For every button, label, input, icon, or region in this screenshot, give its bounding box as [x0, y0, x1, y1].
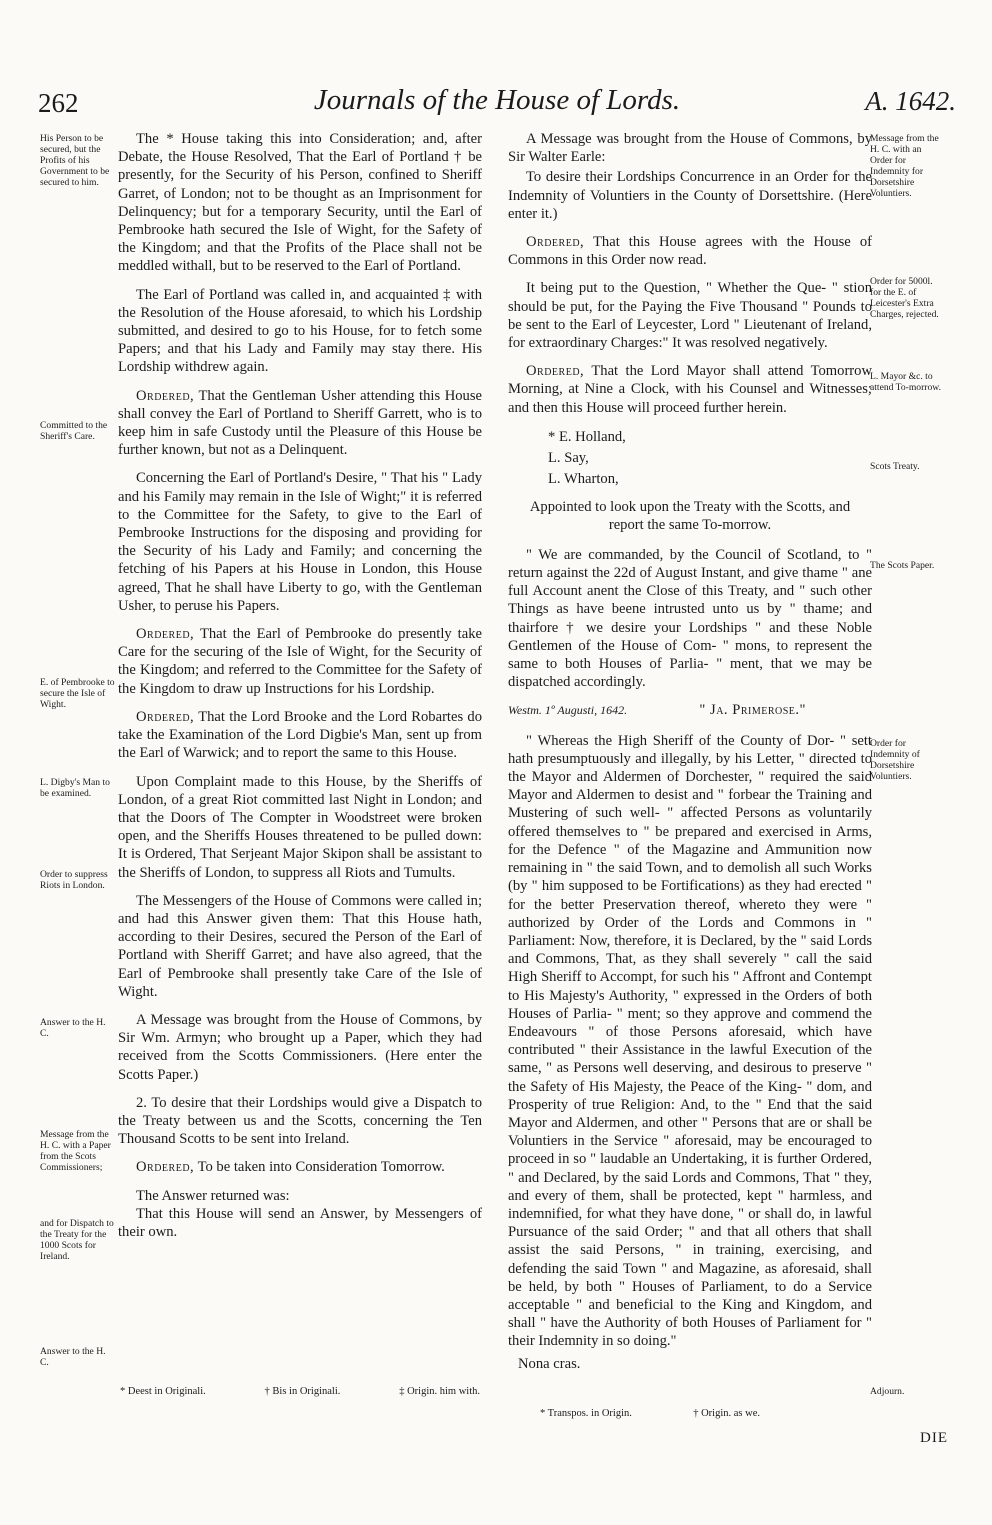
margin-note: Order to suppress Riots in London.: [40, 869, 108, 891]
paragraph: [118, 1158, 482, 1176]
paragraph-text: That the Lord Mayor shall attend Tomorrow Morning, at Nine a Clock, with his Counsel and Witnesses; and then this House will proceed further herein.: [508, 363, 873, 416]
paragraph: Upon Complaint made to this House, by the Sheriffs of London, of a great Riot committed last Night in London; and that the Doors of The Compter in Woodstreet were broken open, and the Sheriffs Houses threatened to be pulled down: It is Ordered, That Serjeant Major Skipon shall be assistant to the Sheriffs of London, to suppress all Riots and Tumults.: [118, 773, 482, 881]
footnote: * Deest in Originali.: [120, 1386, 206, 1397]
paragraph: [118, 387, 482, 460]
paragraph: [508, 233, 872, 269]
signatory: * E. Holland,: [548, 428, 626, 445]
paragraph: The Earl of Portland was called in, and acquainted ‡ with the Resolution of the House aforesaid, to which his Lordship submitted, and desired to go to his House, for to fetch some Papers; and that his Lady and Family may stay there. His Lordship withdrew again.: [118, 286, 482, 376]
ordered-label: Ordered,: [526, 363, 585, 380]
paragraph: [118, 625, 482, 698]
margin-note: Adjourn.: [870, 1386, 905, 1397]
nona-cras: Nona cras.: [518, 1355, 581, 1372]
ordered-label: Ordered,: [136, 1159, 195, 1176]
footnote: ‡ Origin. him with.: [399, 1386, 480, 1397]
paragraph-text: That the Gentleman Usher attending this House shall convey the Earl of Portland to Sheriff Garrett, who is to keep him in safe Custody until the Pleasure of this House be further known, but not as a Delinquent.: [118, 387, 482, 459]
footnote: * Transpos. in Origin.: [540, 1408, 632, 1419]
appointed-text: Appointed to look upon the Treaty with the Scotts, and report the same To-morrow.: [529, 498, 851, 533]
running-title: Journals of the House of Lords.: [313, 84, 681, 116]
paragraph-text: To be taken into Consideration Tomorrow.: [197, 1159, 445, 1176]
margin-note: Scots Treaty.: [870, 461, 920, 472]
signer: " Ja. Primerose.": [699, 702, 806, 719]
margin-note: and for Dispatch to the Treaty for the 1000 Scots for Ireland.: [40, 1218, 114, 1262]
right-column: [508, 130, 872, 1375]
margin-note: Order for 5000l. for the E. of Leicester's Extra Charges, rejected.: [870, 276, 939, 320]
page-year: A. 1642.: [865, 86, 956, 116]
margin-note: E. of Pembrooke to secure the Isle of Wight.: [40, 677, 115, 710]
footnotes-right: [540, 1408, 760, 1419]
signatory: L. Say,: [548, 449, 589, 466]
ordered-label: Ordered,: [526, 234, 585, 251]
margin-note: Message from the H. C. with an Order for Indemnity for Dorsetshire Voluntiers.: [870, 133, 939, 199]
scots-paper: " We are commanded, by the Council of Scotland, to " return against the 22d of August Instant, and give thame " ane full Account anent the Close of this Treaty, and " such other Things as have beene intrusted unto us by " thame; and thairfore † we desire your Lordships " and these Noble Gentlemen of the House of Com- " mons, to represent the same to both Houses of Parlia- " ment, that we may be dispatched accordingly.: [508, 546, 872, 691]
paragraph: The Answer returned was:: [136, 1187, 290, 1204]
signatory: L. Wharton,: [548, 470, 619, 487]
page-header: [38, 82, 956, 122]
ordered-label: Ordered,: [136, 387, 195, 404]
page-number: 262: [38, 88, 79, 118]
paragraph: A Message was brought from the House of Commons, by Sir Wm. Armyn; who brought up a Paper, which they had received from the Scotts Commissioners. (Here enter the Scotts Paper.): [118, 1011, 482, 1083]
paper-date: Westm. 1º Augusti, 1642.: [508, 703, 628, 718]
margin-note: The Scots Paper.: [870, 560, 935, 571]
paragraph: The Messengers of the House of Commons were called in; and had this Answer given them: That this House hath, according to their Desires, secured the Person of the Earl of Portland with Sheriff Garret; and have also agreed, that the Earl of Pembrooke shall presently take Care of the Isle of Wight.: [118, 892, 482, 1000]
paragraph: A Message was brought from the House of Commons, by Sir Walter Earle:: [508, 131, 872, 166]
paragraph: The * House taking this into Consideration; and, after Debate, the House Resolved, That the Earl of Portland † be presently, for the Security of his Person, confined to Sheriff Garret, of London; not to be thought as an Imprisonment for Delinquency; but for a temporary Security, until the Earl of Pembrooke hath secured the Isle of Wight, for the Safety of the Kingdom; and that the Profits of the Place shall not be meddled withall, but to be reserved to the Earl of Portland.: [118, 131, 482, 275]
footnote: † Bis in Originali.: [264, 1386, 341, 1397]
paragraph: 2. To desire that their Lordships would give a Dispatch to the Treaty between us and the Scotts, concerning the Ten Thousand Scotts to be sent into Ireland.: [118, 1094, 482, 1148]
paragraph: [508, 362, 872, 417]
paragraph: That this House will send an Answer, by Messengers of their own.: [118, 1205, 482, 1240]
footnote: † Origin. as we.: [693, 1408, 760, 1419]
signature-line: [508, 701, 872, 719]
ordered-label: Ordered,: [136, 626, 195, 643]
margin-note: L. Mayor &c. to attend To-morrow.: [870, 371, 941, 393]
paragraph: [118, 708, 482, 763]
paragraph-text: That the Lord Brooke and the Lord Robartes do take the Examination of the Lord Digbie's Man, sent up from the Earl of Warwick; and to report the same to this House.: [118, 708, 483, 762]
margin-note: L. Digby's Man to be examined.: [40, 777, 110, 799]
paragraph-text: That the Earl of Pembrooke do presently take Care for the securing of the Isle of Wight, for the Security of the Kingdom; and referred to the Committee for the Safety of the Kingdom to draw up Instructions for his Lordship.: [118, 626, 482, 697]
margin-note: Answer to the H. C.: [40, 1017, 106, 1039]
margin-note: Order for Indemnity of Dorsetshire Voluntiers.: [870, 738, 920, 782]
margin-note: His Person to be secured, but the Profits of his Government to be secured to him.: [40, 133, 110, 188]
paragraph: It being put to the Question, " Whether the Que- " stion should be put, for the Paying the Five Thousand " Pounds to be sent to the Earl of Leycester, Lord " Lieutenant of Ireland, for extraordinary Charges:" It was resolved negatively.: [508, 280, 872, 352]
indemnity-order: " Whereas the High Sheriff of the County of Dor- " sett hath presumptuously and illegally, by his Letter, " directed to the Mayor and Aldermen of Dorchester, " required the said Mayor and Aldermen to desist and " forbear the Training and Mustering of such well- " affected Persons as voluntarily offered themselves to " be prepared and exercised in Arms, for the Defence " of the Magazine and Ammunition now remaining in " the said Town, and to demolish all such Works (by " him supposed to be Fortifications) as they had erected " for the better Preservation thereof, whereto they were " authorized by Order of the Lords and Commons in " Parliament: Now, therefore, it is Declared, by the " said Lords and Commons, That, as they shall severely " call the said High Sheriff to Accompt, for such his " Affront and Contempt to His Majesty's Authority, " expressed in the Orders of both Houses of Parlia- " ment; so they approve and commend the Endeavours " of those Persons aforesaid, which have contributed " their Assistance in the lawful Execution of the same, " as Persons well deserving, and desirous to preserve " the Safety of His Majesty, the Peace of the King- " dom, and Prosperity of true Religion: And, to the " End that the said Mayor and Aldermen, and other " Persons that are or shall be Voluntiers in the Service " aforesaid, may be encouraged to proceed in so " laudable an Undertaking, it is further Ordered, " and Declared, by the said Lords and Commons, That " they, and every of them, shall be protected, kept " harmless, and indemnified, for what they have done, " or shall do, in lawful Pursuance of the said Order; " and that all others that shall assist the said Persons, " in training, exercising, and defending the said Town " and Magazine, as aforesaid, shall be held, by both " Houses of Parliament, to do a Service acceptable " and beneficial to the King and Kingdom, and shall " have the Authority of both Houses of Parliament for " their Indemnity in so doing.": [508, 732, 872, 1350]
margin-note: Committed to the Sheriff's Care.: [40, 420, 108, 442]
margin-note: Message from the H. C. with a Paper from the Scots Commissioners;: [40, 1129, 111, 1173]
left-column: [118, 130, 482, 1251]
ordered-label: Ordered,: [136, 708, 195, 725]
paragraph: Concerning the Earl of Portland's Desire, " That his " Lady and his Family may remain in the Isle of Wight;" it is referred to the Committee for the Safety, to give to the Earl of Pembrooke Instructions for the disposing and providing for the Security of his Lady and Family; and concerning the fetching of his Papers at his House in London, this House agreed, That he shall have Liberty to go, with the Gentleman Usher, to peruse his Papers.: [118, 470, 482, 614]
paragraph: To desire their Lordships Concurrence in an Order for the Indemnity of Voluntiers in the County of Dorsettshire. (Here enter it.): [508, 169, 872, 222]
margin-note: Answer to the H. C.: [40, 1346, 106, 1368]
paragraph-text: That this House agrees with the House of Commons in this Order now read.: [508, 234, 872, 269]
signatory-list: [548, 427, 872, 490]
footnotes-left: [120, 1386, 480, 1397]
catchword: DIE: [920, 1430, 948, 1446]
